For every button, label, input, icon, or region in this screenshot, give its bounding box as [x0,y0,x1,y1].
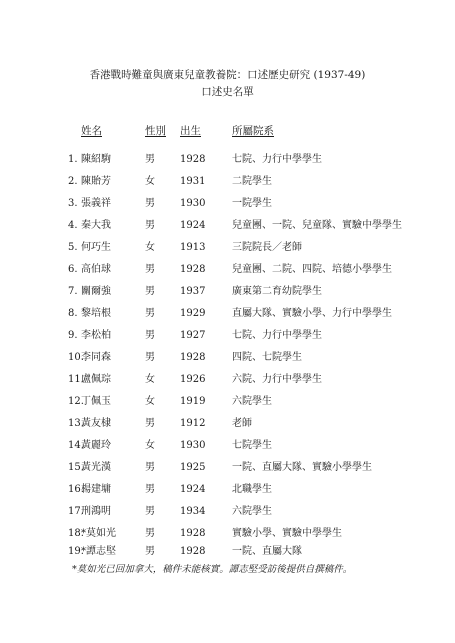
row-affiliation: 一院、直屬大隊、實驗小學學生 [232,462,372,473]
row-year: 1912 [180,418,206,429]
row-name: 黃麗玲 [81,440,111,451]
row-sex: 男 [145,264,155,275]
row-name: 丁佩玉 [81,396,111,407]
row-number: 13. [68,418,84,429]
table-row [0,219,455,233]
row-number: 12. [68,396,84,407]
row-affiliation: 三院院長／老師 [232,242,302,253]
row-year: 1931 [180,176,206,187]
row-sex: 男 [145,220,155,231]
table-row [0,461,455,475]
row-name: *譚志堅 [81,546,116,557]
row-sex: 女 [145,374,155,385]
row-affiliation: 兒童團、二院、四院、培德小學學生 [232,264,392,275]
row-year: 1929 [180,308,206,319]
table-row [0,527,455,541]
row-sex: 男 [145,462,155,473]
row-number: 9. [68,330,78,341]
row-name: 黃友棣 [81,418,111,429]
row-number: 16. [68,484,84,495]
table-row [0,439,455,453]
row-year: 1925 [180,462,206,473]
row-affiliation: 老師 [232,418,252,429]
row-sex: 男 [145,308,155,319]
row-name: 張義祥 [81,198,111,209]
row-number: 10. [68,352,84,363]
row-sex: 男 [145,546,155,557]
row-name: 黎培根 [81,308,111,319]
row-number: 6. [68,264,78,275]
table-row [0,307,455,321]
row-sex: 女 [145,176,155,187]
row-name: 刑鴻明 [81,506,111,517]
document-subtitle: 口述史名單 [201,86,254,98]
row-year: 1913 [180,242,206,253]
table-row [0,197,455,211]
row-sex: 男 [145,154,155,165]
row-sex: 男 [145,506,155,517]
row-affiliation: 北職學生 [232,484,272,495]
row-sex: 女 [145,242,155,253]
header-affiliation: 所屬院系 [232,125,274,137]
row-year: 1924 [180,220,206,231]
header-sex: 性別 [145,125,166,137]
row-year: 1927 [180,330,206,341]
row-name: 陳紹駒 [81,154,111,165]
table-row [0,417,455,431]
row-affiliation: 四院、七院學生 [232,352,302,363]
row-sex: 男 [145,330,155,341]
table-row [0,285,455,299]
table-row [0,545,455,559]
row-number: 8. [68,308,78,319]
table-row [0,395,455,409]
row-name: 楊建墉 [81,484,111,495]
row-affiliation: 六院、力行中學學生 [232,374,322,385]
table-row [0,175,455,189]
table-row [0,483,455,497]
row-name: *莫如光 [81,528,116,539]
row-affiliation: 七院、力行中學學生 [232,154,322,165]
row-name: 李同森 [81,352,111,363]
footnote: *莫如光已回加拿大，稿件未能核實。譚志堅受訪後提供自撰稿件。 [72,564,353,575]
row-sex: 男 [145,418,155,429]
row-sex: 男 [145,286,155,297]
row-number: 1. [68,154,78,165]
row-name: 陳貽芳 [81,176,111,187]
document-title: 香港戰時難童與廣東兒童教養院：口述歷史研究 (1937-49) [89,69,366,81]
table-row [0,329,455,343]
table-row [0,263,455,277]
row-affiliation: 六院學生 [232,506,272,517]
row-number: 3. [68,198,78,209]
row-name: 秦大我 [81,220,111,231]
row-name: 盧佩琮 [81,374,111,385]
table-row [0,505,455,519]
row-affiliation: 實驗小學、實驗中學學生 [232,528,342,539]
row-sex: 女 [145,396,155,407]
row-number: 11. [68,374,84,385]
header-birth: 出生 [180,125,201,137]
row-affiliation: 六院學生 [232,396,272,407]
row-number: 17. [68,506,84,517]
row-year: 1924 [180,484,206,495]
row-year: 1928 [180,528,206,539]
row-year: 1928 [180,264,206,275]
table-row [0,153,455,167]
row-number: 7. [68,286,78,297]
row-year: 1928 [180,352,206,363]
row-year: 1928 [180,546,206,557]
row-year: 1928 [180,154,206,165]
row-sex: 女 [145,440,155,451]
row-affiliation: 七院、力行中學學生 [232,330,322,341]
row-number: 5. [68,242,78,253]
header-name: 姓名 [81,125,102,137]
table-row [0,241,455,255]
row-sex: 男 [145,484,155,495]
row-affiliation: 直屬大隊、實驗小學、力行中學學生 [232,308,392,319]
row-year: 1926 [180,374,206,385]
table-row [0,373,455,387]
row-year: 1937 [180,286,206,297]
row-name: 高伯球 [81,264,111,275]
row-name: 關爾強 [81,286,111,297]
row-number: 19. [68,546,84,557]
row-number: 15. [68,462,84,473]
table-row [0,351,455,365]
row-sex: 男 [145,528,155,539]
row-affiliation: 一院、直屬大隊 [232,546,302,557]
row-sex: 男 [145,352,155,363]
row-number: 2. [68,176,78,187]
row-affiliation: 一院學生 [232,198,272,209]
row-affiliation: 七院學生 [232,440,272,451]
row-name: 黃光漢 [81,462,111,473]
row-affiliation: 兒童團、一院、兒童隊、實驗中學學生 [232,220,402,231]
row-name: 何巧生 [81,242,111,253]
row-number: 4. [68,220,78,231]
row-year: 1930 [180,198,206,209]
row-number: 18. [68,528,84,539]
row-affiliation: 廣東第二育幼院學生 [232,286,322,297]
row-number: 14. [68,440,84,451]
row-year: 1919 [180,396,206,407]
row-affiliation: 二院學生 [232,176,272,187]
row-name: 李松柏 [81,330,111,341]
row-year: 1930 [180,440,206,451]
row-year: 1934 [180,506,206,517]
row-sex: 男 [145,198,155,209]
